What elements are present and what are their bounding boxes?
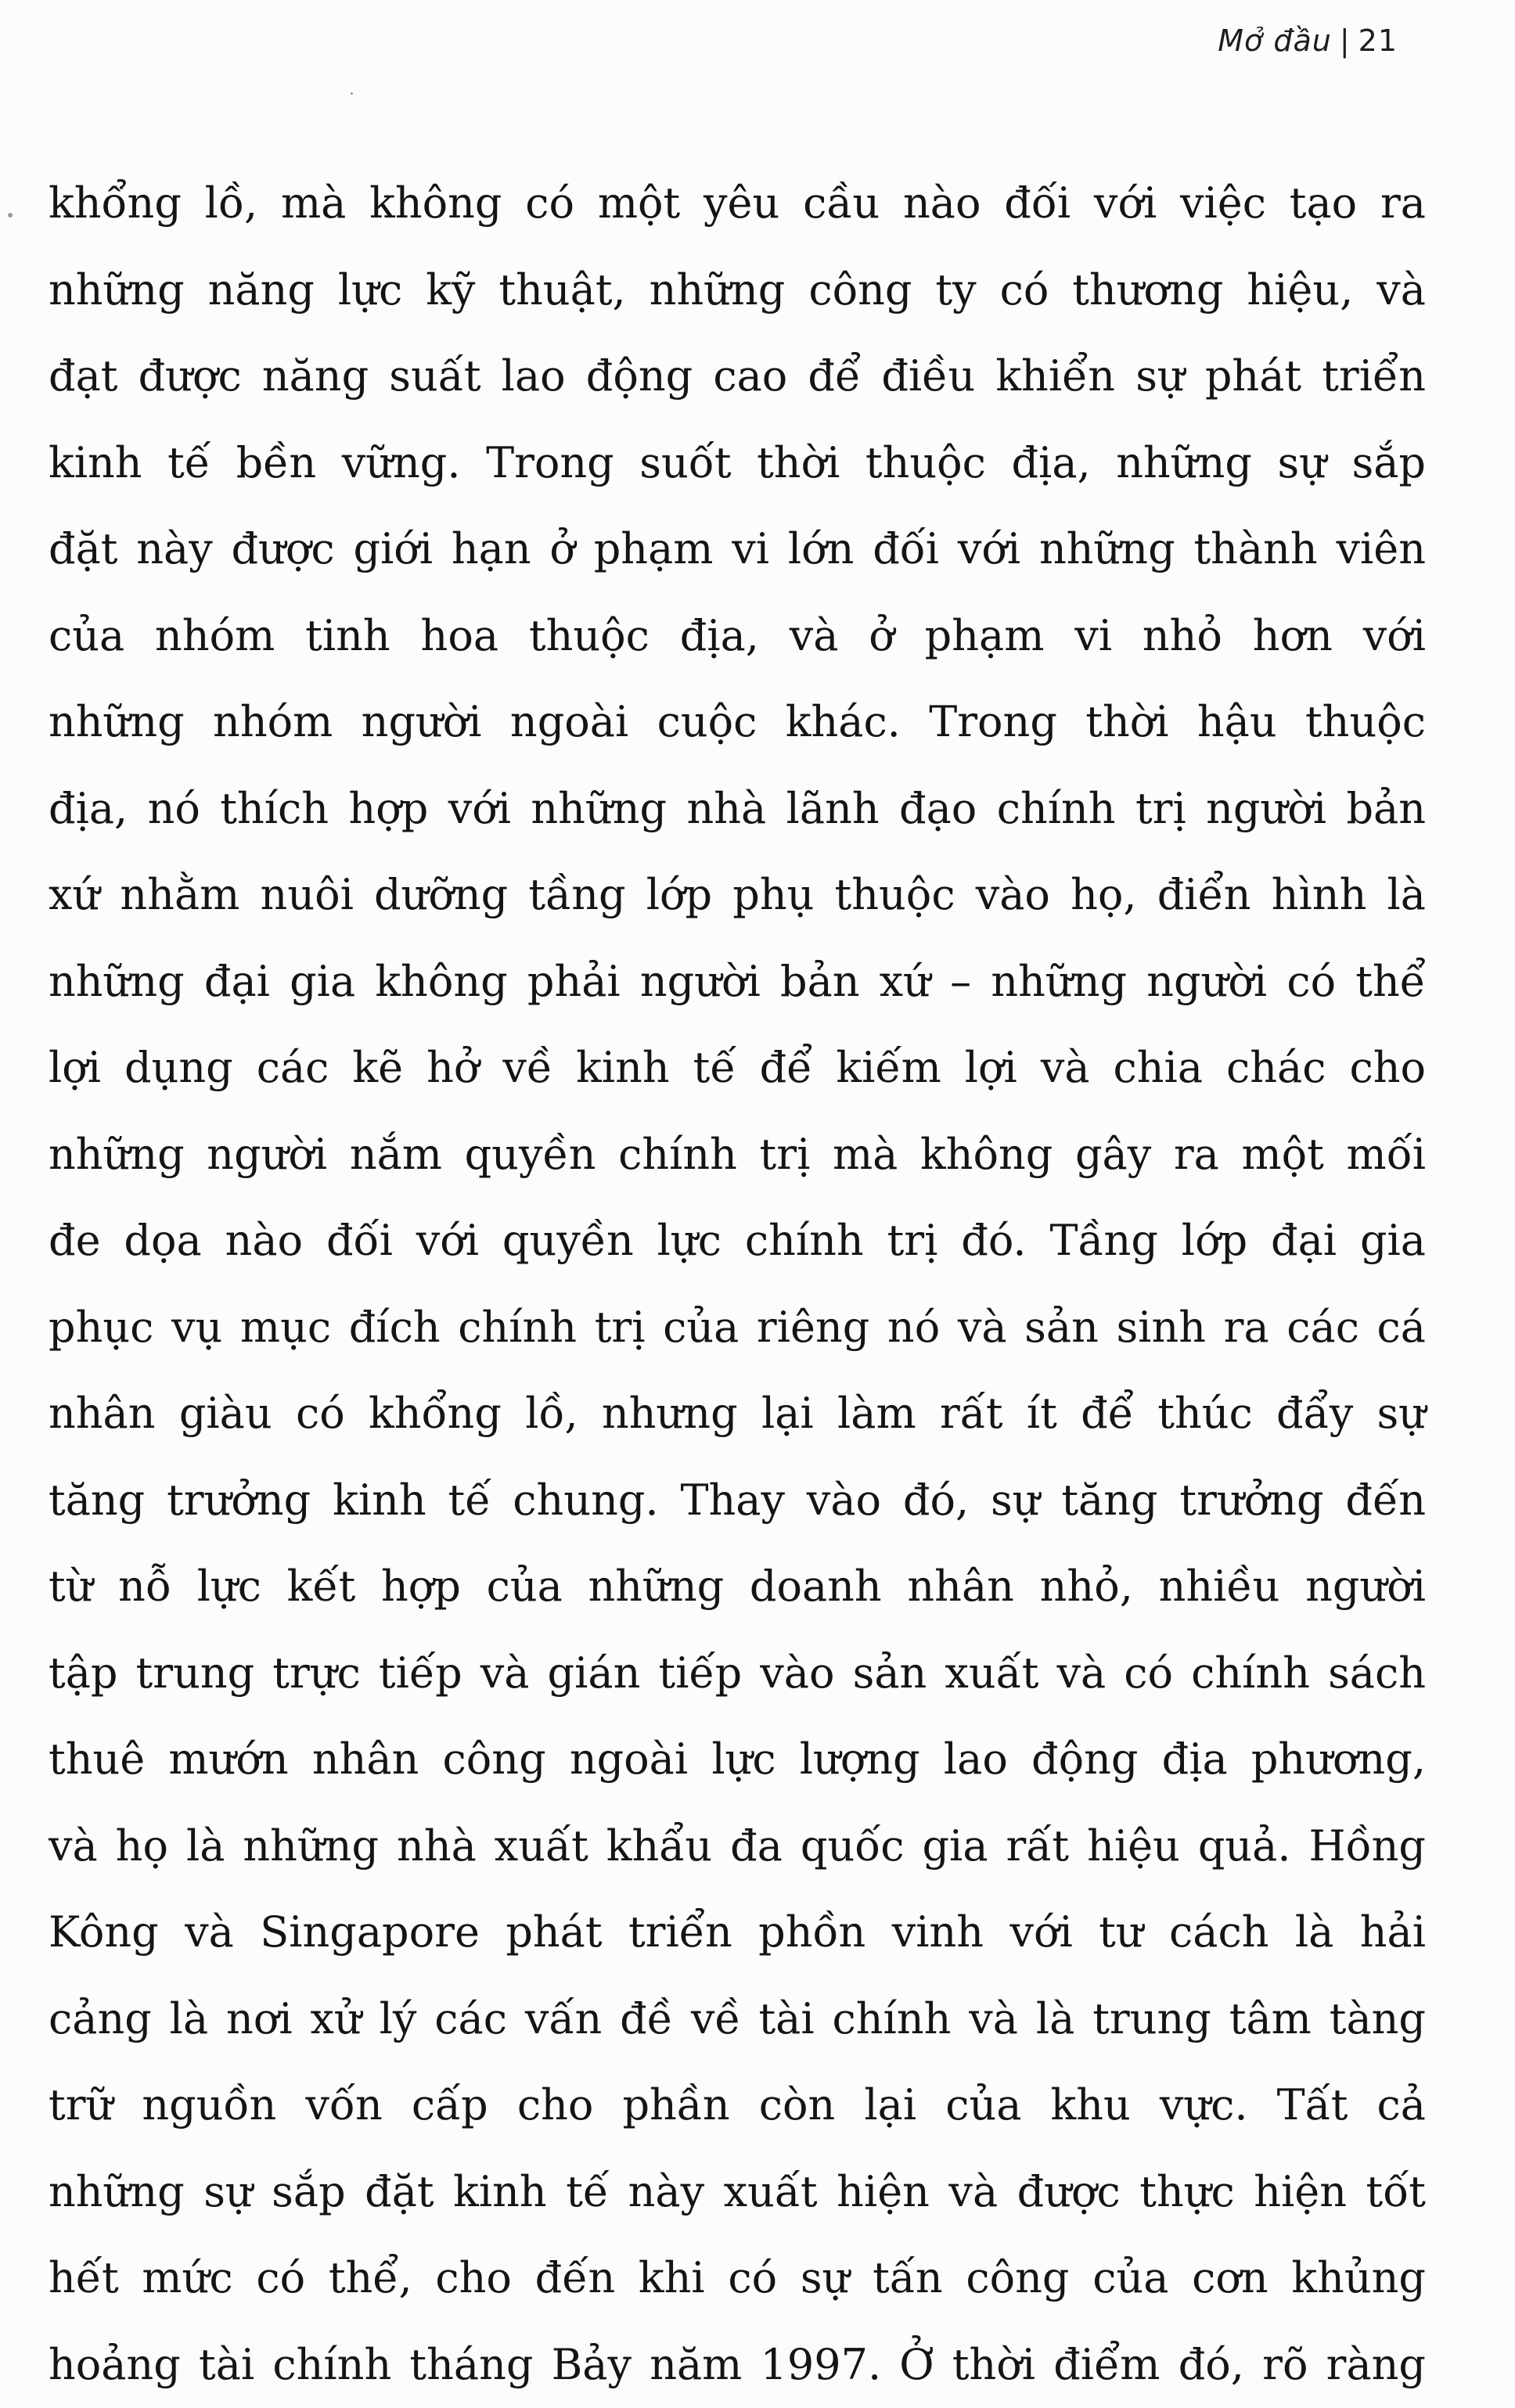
text-line: đạt được năng suất lao động cao để điều khiển sự phát triển [49,333,1426,420]
text-line: nhân giàu có khổng lồ, nhưng lại làm rất ít để thúc đẩy sự [49,1371,1426,1457]
text-line: đe dọa nào đối với quyền lực chính trị đó. Tầng lớp đại gia [49,1198,1426,1285]
text-line: địa, nó thích hợp với những nhà lãnh đạo chính trị người bản [49,766,1426,853]
text-line: những người nắm quyền chính trị mà không gây ra một mối [49,1112,1426,1199]
text-line: tập trung trực tiếp và gián tiếp vào sản xuất và có chính sách [49,1630,1426,1717]
text-line: xứ nhằm nuôi dưỡng tầng lớp phụ thuộc vào họ, điển hình là [49,852,1426,939]
text-line: lợi dụng các kẽ hở về kinh tế để kiếm lợi và chia chác cho [49,1025,1426,1112]
running-header [1218,23,1398,58]
text-line: những đại gia không phải người bản xứ – những người có thể [49,939,1426,1026]
text-line: của nhóm tinh hoa thuộc địa, và ở phạm vi nhỏ hơn với [49,593,1426,680]
text-line: Kông và Singapore phát triển phồn vinh với tư cách là hải [49,1889,1426,1976]
text-line: hoảng tài chính tháng Bảy năm 1997. Ở thời điểm đó, rõ ràng [49,2322,1426,2408]
text-line: thuê mướn nhân công ngoài lực lượng lao động địa phương, [49,1716,1426,1803]
body-paragraph [49,160,1426,2408]
text-line: trữ nguồn vốn cấp cho phần còn lại của khu vực. Tất cả [49,2062,1426,2149]
text-line: và họ là những nhà xuất khẩu đa quốc gia rất hiệu quả. Hồng [49,1803,1426,1890]
text-line: những năng lực kỹ thuật, những công ty có thương hiệu, và [49,247,1426,334]
text-line: đặt này được giới hạn ở phạm vi lớn đối với những thành viên [49,506,1426,593]
text-line: tăng trưởng kinh tế chung. Thay vào đó, sự tăng trưởng đến [49,1457,1426,1544]
text-line: những sự sắp đặt kinh tế này xuất hiện và được thực hiện tốt [49,2149,1426,2236]
header-separator: | [1340,23,1351,58]
print-speck [351,92,353,95]
section-title: Mở đầu [1218,23,1332,58]
margin-speck [8,213,13,217]
text-line: cảng là nơi xử lý các vấn đề về tài chính và là trung tâm tàng [49,1976,1426,2063]
text-line: hết mức có thể, cho đến khi có sự tấn công của cơn khủng [49,2235,1426,2322]
page-number: 21 [1358,23,1398,58]
text-line: kinh tế bền vững. Trong suốt thời thuộc địa, những sự sắp [49,420,1426,507]
text-line: phục vụ mục đích chính trị của riêng nó và sản sinh ra các cá [49,1285,1426,1371]
text-line: những nhóm người ngoài cuộc khác. Trong thời hậu thuộc [49,679,1426,766]
text-line: khổng lồ, mà không có một yêu cầu nào đối với việc tạo ra [49,160,1426,247]
text-line: từ nỗ lực kết hợp của những doanh nhân nhỏ, nhiều người [49,1544,1426,1630]
